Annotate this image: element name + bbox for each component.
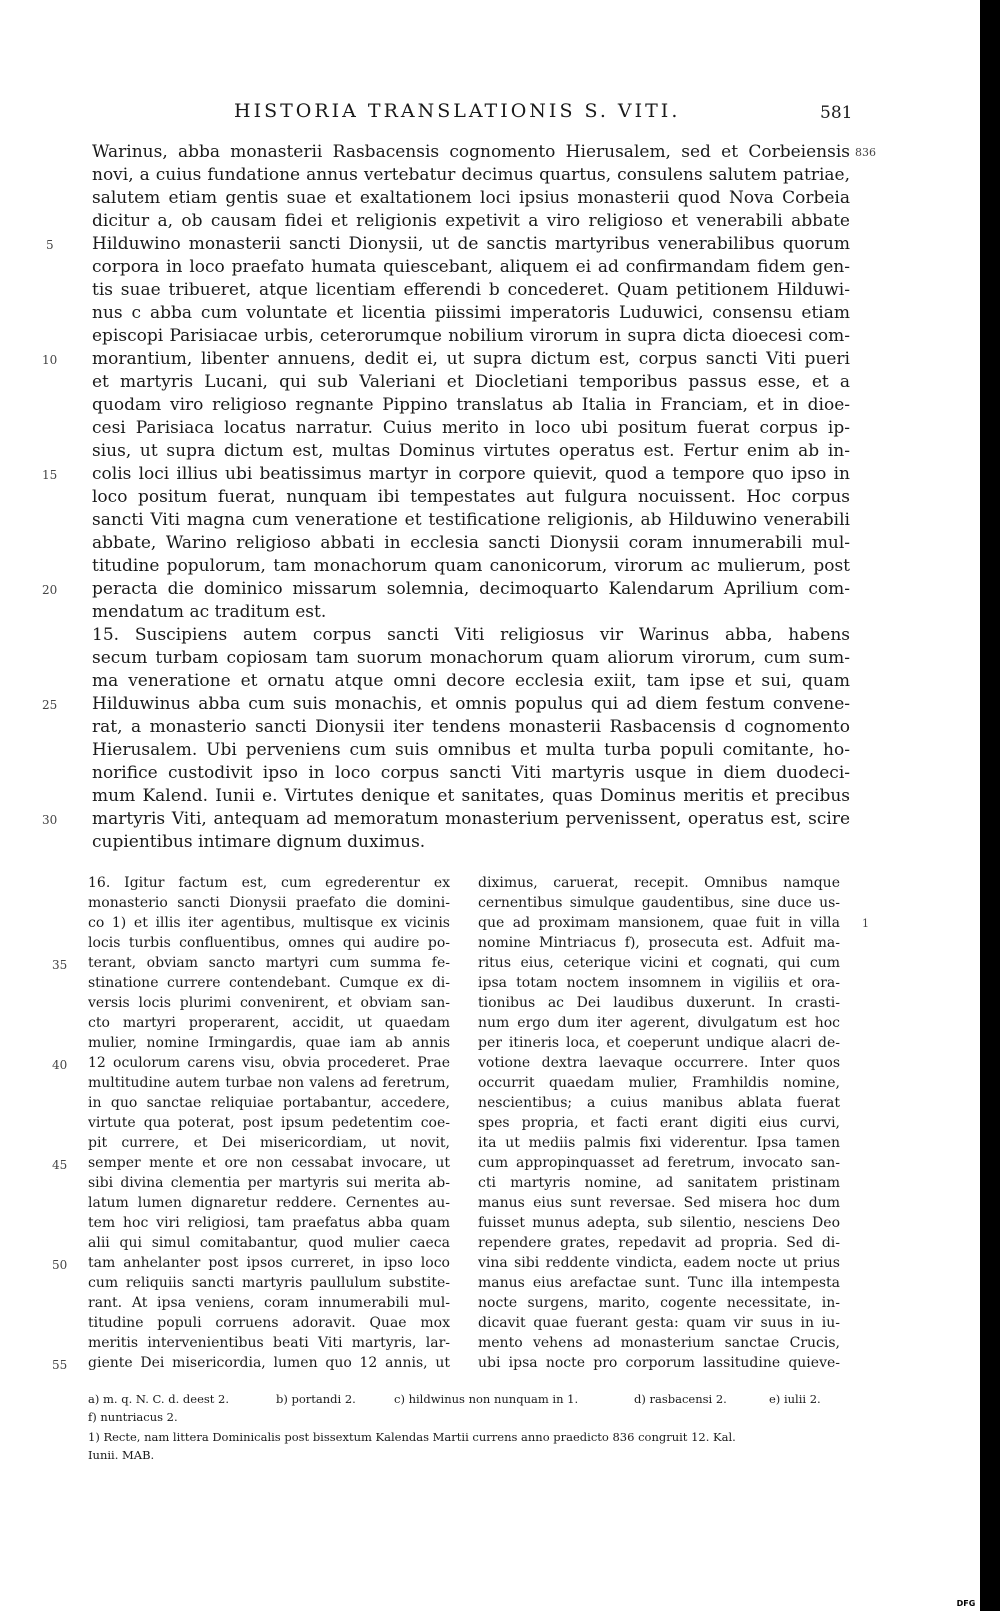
column-line: vina sibi reddente vindicta, eadem nocte ut prius [478, 1255, 840, 1271]
text-line: mum Kalend. Iunii e. Virtutes denique et sanitates, quas Dominus meritis et precibus [92, 786, 850, 806]
column-line: cti martyris nomine, ad sanitatem pristinam [478, 1175, 840, 1191]
column-line: rependere grates, repedavit ad propria. Sed di- [478, 1235, 840, 1251]
column-line: cto martyri properarent, accidit, ut quaedam [88, 1015, 450, 1031]
column-line: semper mente et ore non cessabat invocare, ut [88, 1155, 450, 1171]
text-line: martyris Viti, antequam ad memoratum monasterium pervenissent, operatus est, scire [92, 809, 850, 829]
text-line: rat, a monasterio sancti Dionysii iter tendens monasterii Rasbacensis d cognomento [92, 717, 850, 737]
column-line: occurrit quaedam mulier, Framhildis nomine, [478, 1075, 840, 1091]
column-line: versis locis plurimi convenirent, et obviam san- [88, 995, 450, 1011]
column-line: 12 oculorum carens visu, obvia procederet. Prae [88, 1055, 450, 1071]
text-line: sancti Viti magna cum veneratione et testificatione religionis, ab Hilduwino venerabili [92, 510, 850, 530]
text-line: peracta die dominico missarum solemnia, decimoquarto Kalendarum Aprilium com- [92, 579, 850, 599]
text-line: loco positum fuerat, nunquam ibi tempestates aut fulgura nocuissent. Hoc corpus [92, 487, 850, 507]
text-line: morantium, libenter annuens, dedit ei, ut supra dictum est, corpus sancti Viti pueri [92, 349, 850, 369]
column-line: votione dextra laevaque occurrere. Inter quos [478, 1055, 840, 1071]
text-line: cupientibus intimare dignum duximus. [92, 832, 426, 852]
line-number: 45 [52, 1158, 68, 1172]
column-line: multitudine autem turbae non valens ad feretrum, [88, 1075, 450, 1091]
column-line: spes propria, et facti erant digiti eius curvi, [478, 1115, 840, 1131]
column-line: ipsa totam noctem insomnem in vigiliis et ora- [478, 975, 840, 991]
credit-text: Digitalisierung gefördert durch die Deutsche Forschungsgemeinschaft - [560, 1597, 936, 1609]
page-number: 581 [820, 103, 853, 123]
line-number: 55 [52, 1358, 68, 1372]
footnote-1: 1) Recte, nam littera Dominicalis post bissextum Kalendas Martii currens anno praedicto 836 congruit 12. Kal. [88, 1430, 736, 1444]
column-line: ubi ipsa nocte pro corporum lassitudine quieve- [478, 1355, 840, 1371]
line-number: 15 [42, 468, 58, 482]
line-number: 30 [42, 813, 58, 827]
running-head-title: HISTORIA TRANSLATIONIS S. VITI. [234, 100, 681, 122]
text-line: nus c abba cum voluntate et licentia piissimi imperatoris Luduwici, consensu etiam [92, 303, 850, 323]
text-line: quodam viro religioso regnante Pippino translatus ab Italia in Franciam, et in dioe- [92, 395, 850, 415]
footnote-d: d) rasbacensi 2. [634, 1392, 727, 1406]
dfg-logo: DFG [956, 1599, 976, 1608]
column-line: rant. At ipsa veniens, coram innumerabili mul- [88, 1295, 450, 1311]
column-line: nocte surgens, marito, cogente necessitate, in- [478, 1295, 840, 1311]
text-line: Hilduwino monasterii sancti Dionysii, ut de sanctis martyribus venerabilibus quorum [92, 234, 850, 254]
column-line: cernentibus simulque gaudentibus, sine duce us- [478, 895, 840, 911]
line-number: 20 [42, 583, 58, 597]
column-line: cum appropinquasset ad feretrum, invocato san- [478, 1155, 840, 1171]
text-line: secum turbam copiosam tam suorum monachorum quam aliorum virorum, cum sum- [92, 648, 850, 668]
margin-note-mark: 1 [862, 917, 869, 930]
footnote-c: c) hildwinus non nunquam in 1. [394, 1392, 579, 1406]
text-line: novi, a cuius fundatione annus vertebatur decimus quartus, consulens salutem patriae, [92, 165, 850, 185]
column-line: mulier, nomine Irmingardis, quae iam ab annis [88, 1035, 450, 1051]
margin-year: 836 [855, 146, 876, 159]
column-line: terant, obviam sancto martyri cum summa fe- [88, 955, 450, 971]
text-line: 15. Suscipiens autem corpus sancti Viti religiosus vir Warinus abba, habens [92, 625, 850, 645]
line-number: 5 [46, 238, 54, 252]
text-line: norifice custodivit ipso in loco corpus sancti Viti martyris usque in diem duodeci- [92, 763, 850, 783]
column-line: pit currere, et Dei misericordiam, ut novit, [88, 1135, 450, 1151]
column-line: nomine Mintriacus f), prosecuta est. Adfuit ma- [478, 935, 840, 951]
column-line: meritis intervenientibus beati Viti martyris, lar- [88, 1335, 450, 1351]
column-line: per itineris loca, et coeperunt undique alacri de- [478, 1035, 840, 1051]
column-line: nescientibus; a cuius manibus ablata fuerat [478, 1095, 840, 1111]
column-line: ritus eius, ceterique vicini et cognati, qui cum [478, 955, 840, 971]
column-line: virtute qua poterat, post ipsum pedetentim coe- [88, 1115, 450, 1131]
column-line: diximus, caruerat, recepit. Omnibus namque [478, 875, 840, 891]
column-line: tem hoc viri religiosi, tam praefatus abba quam [88, 1215, 450, 1231]
column-line: co 1) et illis iter agentibus, multisque ex vicinis [88, 915, 450, 931]
text-line: titudine populorum, tam monachorum quam canonicorum, virorum ac mulierum, post [92, 556, 850, 576]
text-line: Hierusalem. Ubi perveniens cum suis omnibus et multa turba populi comitante, ho- [92, 740, 850, 760]
line-number: 25 [42, 698, 58, 712]
text-line: dicitur a, ob causam fidei et religionis expetivit a viro religioso et venerabili abbate [92, 211, 850, 231]
footnote-1-continued: Iunii. MAB. [88, 1448, 155, 1462]
line-number: 10 [42, 353, 58, 367]
column-line: manus eius arefactae sunt. Tunc illa intempesta [478, 1275, 840, 1291]
column-line: alii qui simul comitabantur, quod mulier caeca [88, 1235, 450, 1251]
column-line: tam anhelanter post ipsos curreret, in ipso loco [88, 1255, 450, 1271]
line-number: 50 [52, 1258, 68, 1272]
text-line: salutem etiam gentis suae et exaltationem loci ipsius monasterii quod Nova Corbeia [92, 188, 850, 208]
text-line: colis loci illius ubi beatissimus martyr in corpore quievit, quod a tempore quo ipso in [92, 464, 850, 484]
footnote-variants [88, 1391, 848, 1407]
footnote-f: f) nuntriacus 2. [88, 1410, 178, 1424]
column-line: in quo sanctae reliquiae portabantur, accedere, [88, 1095, 450, 1111]
column-line: cum reliquiis sancti martyris paullulum substite- [88, 1275, 450, 1291]
column-line: monasterio sancti Dionysii praefato die domini- [88, 895, 450, 911]
column-line: stinatione currere contendebant. Cumque ex di- [88, 975, 450, 991]
text-line: Hilduwinus abba cum suis monachis, et omnis populus qui ad diem festum convene- [92, 694, 850, 714]
column-line: mento vehens ad monasterium sanctae Crucis, [478, 1335, 840, 1351]
text-line: cesi Parisiaca locatus narratur. Cuius merito in loco ubi positum fuerat corpus ip- [92, 418, 850, 438]
column-line: que ad proximam mansionem, quae fuit in villa [478, 915, 840, 931]
column-line: latum lumen dignaretur reddere. Cernentes au- [88, 1195, 450, 1211]
line-number: 35 [52, 958, 68, 972]
column-line: fuisset munus adepta, sub silentio, nesciens Deo [478, 1215, 840, 1231]
column-line: titudine populi corruens adoravit. Quae mox [88, 1315, 450, 1331]
column-line: manus eius sunt reversae. Sed misera hoc dum [478, 1195, 840, 1211]
column-line: sibi divina clementia per martyris sui merita ab- [88, 1175, 450, 1191]
text-line: corpora in loco praefato humata quiescebant, aliquem ei ad confirmandam fidem gen- [92, 257, 850, 277]
digitization-credit [560, 1596, 980, 1611]
column-line: 16. Igitur factum est, cum egrederentur ex [88, 875, 450, 891]
footnote-a: a) m. q. N. C. d. deest 2. [88, 1392, 230, 1406]
column-line: num ergo dum iter agerent, divulgatum est hoc [478, 1015, 840, 1031]
column-line: ita ut mediis palmis fixi viderentur. Ipsa tamen [478, 1135, 840, 1151]
footnote-e: e) iulii 2. [769, 1392, 821, 1406]
text-line: abbate, Warino religioso abbati in ecclesia sancti Dionysii coram innumerabili mul- [92, 533, 850, 553]
text-line: sius, ut supra dictum est, multas Dominus virtutes operatus est. Fertur enim ab in- [92, 441, 850, 461]
text-line: tis suae tribueret, atque licentiam efferendi b concederet. Quam petitionem Hilduwi- [92, 280, 850, 300]
column-line: giente Dei misericordia, lumen quo 12 annis, ut [88, 1355, 450, 1371]
text-line: et martyris Lucani, qui sub Valeriani et Diocletiani temporibus passus esse, et a [92, 372, 850, 392]
text-line: ma veneratione et ornatu atque omni decore ecclesia exiit, tam ipse et sui, quam [92, 671, 850, 691]
footnote-b: b) portandi 2. [276, 1392, 356, 1406]
column-line: locis turbis confluentibus, omnes qui audire po- [88, 935, 450, 951]
column-line: dicavit quae fuerant gesta: quam vir suus in iu- [478, 1315, 840, 1331]
column-line: tionibus ac Dei laudibus duxerunt. In crasti- [478, 995, 840, 1011]
line-number: 40 [52, 1058, 68, 1072]
text-line: Warinus, abba monasterii Rasbacensis cognomento Hierusalem, sed et Corbeiensis [92, 142, 850, 162]
text-line: mendatum ac traditum est. [92, 602, 327, 622]
text-line: episcopi Parisiacae urbis, ceterorumque nobilium virorum in supra dicta dioecesi com- [92, 326, 850, 346]
